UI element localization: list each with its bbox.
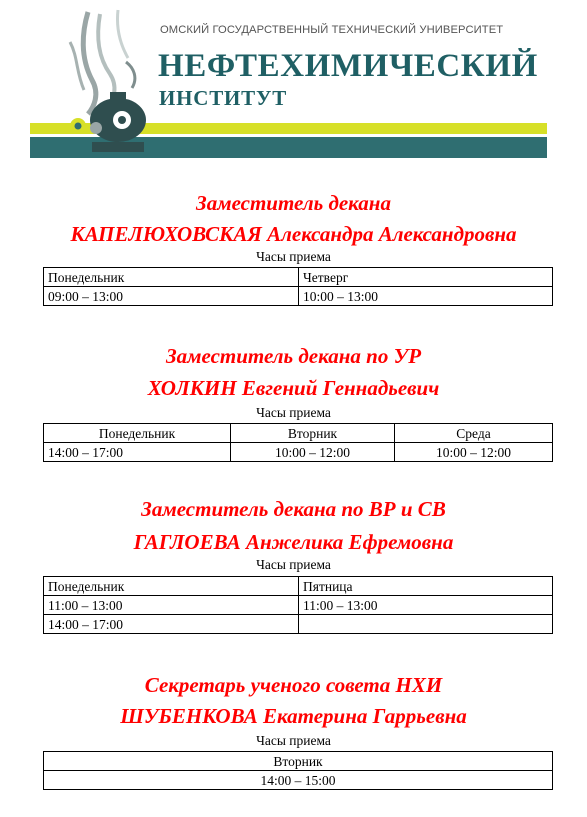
table-row bbox=[44, 268, 553, 287]
table-row bbox=[44, 596, 553, 615]
institute-name-line2: ИНСТИТУТ bbox=[159, 86, 288, 110]
table-cell: 09:00 – 13:00 bbox=[44, 287, 299, 306]
university-name: ОМСКИЙ ГОСУДАРСТВЕННЫЙ ТЕХНИЧЕСКИЙ УНИВЕРСИТЕТ bbox=[160, 24, 504, 36]
table-cell: 10:00 – 12:00 bbox=[231, 443, 395, 462]
table-cell bbox=[299, 615, 553, 634]
table-cell: Пятница bbox=[299, 577, 553, 596]
table-row bbox=[44, 424, 553, 443]
table-cell: Понедельник bbox=[44, 268, 299, 287]
position-title: Заместитель декана bbox=[196, 191, 391, 215]
staff-name: КАПЕЛЮХОВСКАЯ Александра Александровна bbox=[70, 222, 517, 246]
table-cell: 14:00 – 17:00 bbox=[44, 615, 299, 634]
table-cell: 14:00 – 15:00 bbox=[44, 771, 553, 790]
table-cell: Понедельник bbox=[44, 424, 231, 443]
table-cell: Вторник bbox=[231, 424, 395, 443]
table-cell: 10:00 – 12:00 bbox=[395, 443, 553, 462]
institute-name-line1: НЕФТЕХИМИЧЕСКИЙ bbox=[158, 48, 538, 84]
schedule-table bbox=[43, 423, 553, 462]
table-cell: 10:00 – 13:00 bbox=[299, 287, 553, 306]
schedule-table bbox=[43, 267, 553, 306]
table-cell: Четверг bbox=[299, 268, 553, 287]
table-row bbox=[44, 615, 553, 634]
table-row bbox=[44, 752, 553, 771]
schedule-table bbox=[43, 576, 553, 634]
table-cell: 11:00 – 13:00 bbox=[44, 596, 299, 615]
position-title: Заместитель декана по УР bbox=[165, 344, 422, 368]
schedule-table bbox=[43, 751, 553, 790]
hours-label: Часы приема bbox=[256, 733, 331, 748]
table-row bbox=[44, 443, 553, 462]
institute-logo-icon bbox=[30, 2, 160, 157]
hours-label: Часы приема bbox=[256, 557, 331, 572]
staff-name: ШУБЕНКОВА Екатерина Гаррьевна bbox=[120, 704, 467, 728]
table-cell: 11:00 – 13:00 bbox=[299, 596, 553, 615]
table-cell: Вторник bbox=[44, 752, 553, 771]
table-cell: Понедельник bbox=[44, 577, 299, 596]
staff-name: ХОЛКИН Евгений Геннадьевич bbox=[147, 376, 440, 400]
table-cell: 14:00 – 17:00 bbox=[44, 443, 231, 462]
table-row bbox=[44, 771, 553, 790]
table-cell: Среда bbox=[395, 424, 553, 443]
hours-label: Часы приема bbox=[256, 405, 331, 420]
table-row bbox=[44, 287, 553, 306]
position-title: Заместитель декана по ВР и СВ bbox=[141, 497, 446, 521]
hours-label: Часы приема bbox=[256, 249, 331, 264]
staff-name: ГАГЛОЕВА Анжелика Ефремовна bbox=[133, 530, 454, 554]
table-row bbox=[44, 577, 553, 596]
position-title: Секретарь ученого совета НХИ bbox=[144, 673, 443, 697]
